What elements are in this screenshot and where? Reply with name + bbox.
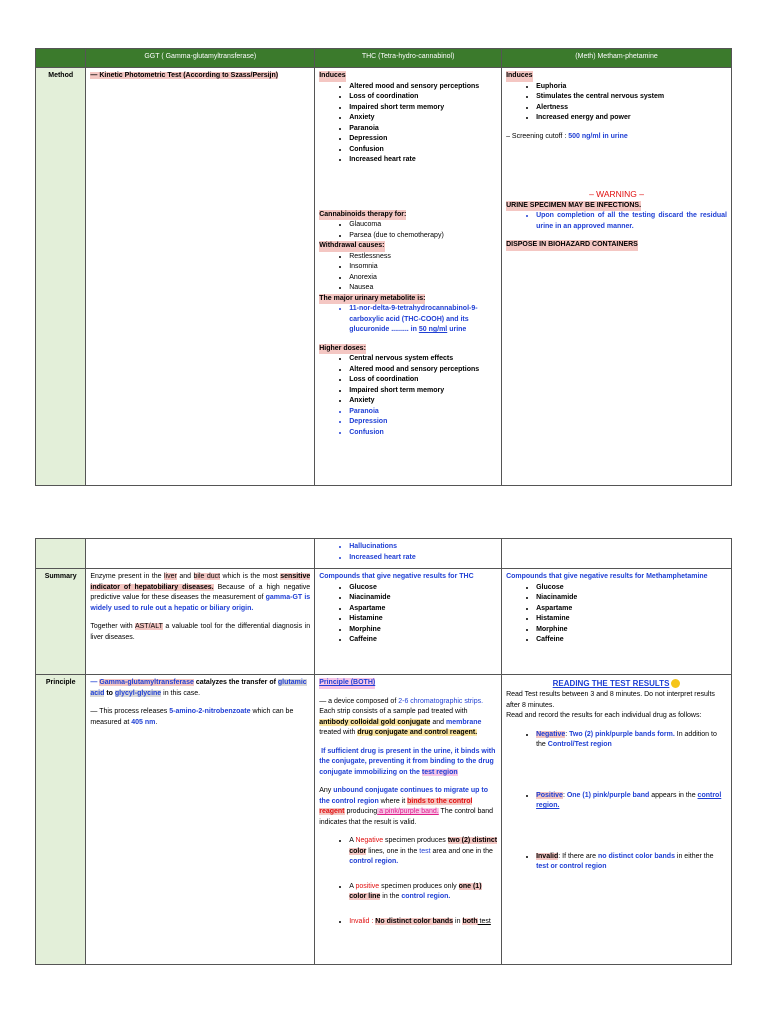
- text-span: In addition to the: [536, 730, 717, 748]
- text-span: Enzyme present in the: [90, 573, 165, 580]
- list-item: • Loss of coordination: [349, 92, 497, 103]
- list-item: • Altered mood and sensory perceptions: [349, 82, 497, 93]
- principle-p1: [319, 697, 497, 739]
- list-item: • Impaired short term memory: [349, 103, 497, 114]
- thc-summary-cell: [315, 569, 502, 675]
- meth-neg-list: [506, 583, 727, 646]
- list-item: • Increased heart rate: [349, 553, 497, 564]
- text-span: appears in the: [649, 791, 698, 799]
- text-span: and: [430, 718, 447, 726]
- principle-row: [36, 675, 732, 965]
- principle-label: Principle: [36, 675, 86, 965]
- text-span: A: [349, 837, 356, 844]
- drug-conjugate-text: drug conjugate and control reagent.: [357, 729, 478, 736]
- positive-word: positive: [355, 882, 380, 890]
- text-span: lines, one in the: [366, 847, 420, 855]
- result-bullets: [319, 836, 497, 927]
- continuation-label: [36, 539, 86, 569]
- header-thc: THC (Tetra-hydro-cannabinol): [315, 49, 502, 68]
- ggt-cont-cell: [86, 539, 315, 569]
- text-span: The control band indicates that the result is valid.: [319, 808, 494, 826]
- text-span: producing: [344, 808, 378, 815]
- method-row: [36, 68, 732, 486]
- thc-withdrawal-list: [319, 252, 497, 294]
- list-item: • Anxiety: [349, 113, 497, 124]
- meth-induces-label: Induces: [506, 71, 532, 82]
- reading-list-negative: [506, 730, 727, 751]
- list-item: • Anorexia: [349, 273, 497, 284]
- text-span: in this case.: [161, 689, 201, 697]
- two-lines-text: two (2) distinct color: [349, 837, 498, 855]
- list-item: • Niacinamide: [349, 593, 497, 604]
- list-item: • Paranoia: [349, 124, 497, 135]
- header-row: [36, 49, 732, 68]
- negative-word: Negative: [355, 837, 384, 844]
- invalid-label: Invalid: [536, 852, 559, 860]
- glutamic-acid: glutamic acid: [90, 679, 307, 697]
- text-span: to: [104, 689, 115, 697]
- header-corner: [36, 49, 86, 68]
- list-item: [536, 852, 727, 873]
- list-item: • Hallucinations: [349, 542, 497, 553]
- list-item: • Aspartame: [536, 604, 727, 615]
- drug-table-2: [35, 538, 732, 965]
- smiley-icon: [671, 679, 680, 688]
- list-item: • Glaucoma: [349, 220, 497, 231]
- text-span: where it: [378, 797, 408, 805]
- text-span: specimen produces: [383, 837, 448, 844]
- no-bands-text: no distinct color bands: [597, 852, 675, 860]
- text-span: Because of a high negative predictive value for these diseases the measurement of: [90, 583, 311, 601]
- reading-results-title: [506, 678, 727, 690]
- amino-compound: 5-amino-2-nitrobenzoate: [169, 708, 251, 715]
- list-item: [349, 836, 497, 882]
- ggt-summary-p1: [90, 572, 310, 614]
- control-region-text: control region.: [349, 858, 399, 865]
- test-control-region: test or control region: [536, 863, 607, 870]
- list-item: • Glucose: [349, 583, 497, 594]
- principle-title: Principle (BOTH): [319, 678, 375, 689]
- rule-out-text: gamma-GT is widely used to rule out a hepatic or biliary origin.: [90, 594, 311, 612]
- both-word: both: [462, 917, 478, 925]
- list-item: • Euphoria: [536, 82, 727, 93]
- reading-p2: Read and record the results for each individual drug as follows:: [506, 712, 702, 719]
- text-span: specimen produces only: [379, 882, 459, 890]
- ggt-principle-cell: [86, 675, 315, 965]
- text-span: in the: [380, 893, 402, 900]
- method-label: Method: [36, 68, 86, 486]
- text-span: Any: [319, 787, 334, 794]
- list-item: • Depression: [349, 134, 497, 145]
- continuation-row: [36, 539, 732, 569]
- one-band-text: One (1) pink/purple band: [566, 791, 650, 799]
- list-item: • Stimulates the central nervous system: [536, 92, 727, 103]
- invalid-word: Invalid :: [349, 917, 376, 925]
- control-test-region: Control/Test region: [547, 741, 612, 748]
- infection-warning: URINE SPECIMEN MAY BE INFECTIONS.: [506, 201, 641, 212]
- meth-method-cell: [502, 68, 732, 486]
- binds-text: binds to the control reagent: [319, 797, 473, 815]
- text-span: a valuable tool for the differential diagnosis in liver diseases.: [90, 623, 311, 641]
- one-line-text: one (1) color line: [349, 882, 482, 900]
- thc-induces-label: Induces: [319, 71, 345, 82]
- list-item: • Confusion: [349, 428, 497, 439]
- text-span: :: [565, 730, 570, 738]
- text-span: If sufficient drug is present in the urine, it binds with the conjugate, preventing it from binding to the drug conjugate immobilizing on the: [319, 747, 496, 776]
- thc-higher-list: [319, 354, 497, 438]
- text-span: treated with: [319, 729, 358, 736]
- text-span: Each strip consists of a sample pad treated with: [319, 708, 468, 715]
- text-span: READING THE TEST RESULTS: [552, 679, 670, 688]
- meth-principle-cell: [502, 675, 732, 965]
- list-item: • Caffeine: [536, 635, 727, 646]
- text-span: — This process releases: [90, 708, 170, 715]
- test-region-text: test region: [421, 768, 458, 776]
- list-item: • Alertness: [536, 103, 727, 114]
- text-span: Together with: [90, 623, 135, 630]
- list-item: • Depression: [349, 417, 497, 428]
- meth-cutoff: [506, 132, 727, 143]
- cutoff-prefix: – Screening cutoff :: [506, 132, 569, 140]
- reading-list-invalid: [506, 852, 727, 873]
- dispose-instruction: DISPOSE IN BIOHAZARD CONTAINERS: [506, 240, 638, 251]
- text-span: in: [453, 917, 463, 925]
- liver-highlight: liver: [164, 573, 177, 580]
- meth-cont-cell: [502, 539, 732, 569]
- metabolite-conc: 50 ng/ml: [418, 326, 448, 333]
- reading-list-positive: [506, 791, 727, 812]
- principle-p2: [319, 747, 497, 779]
- text-span: :: [562, 791, 567, 799]
- test-word: test: [419, 847, 431, 855]
- list-item: • Nausea: [349, 283, 497, 294]
- ggt-method-text: — Kinetic Photometric Test (According to Szass/Persijn): [90, 72, 279, 79]
- list-item: [349, 304, 497, 336]
- metabolite-end: urine: [447, 326, 467, 333]
- list-item: • Increased heart rate: [349, 155, 497, 166]
- ggt-method-cell: [86, 68, 315, 486]
- principle-p3: [319, 786, 497, 828]
- thc-therapy-label: Cannabinoids therapy for:: [319, 210, 406, 221]
- ggt-summary-p2: [90, 622, 310, 643]
- thc-induces-list: [319, 82, 497, 166]
- list-item: • Central nervous system effects: [349, 354, 497, 365]
- thc-method-cell: [315, 68, 502, 486]
- warning-heading: – WARNING –: [589, 189, 645, 199]
- unbound-text: unbound conjugate continues to migrate up to the control region: [319, 787, 489, 805]
- list-item: • Insomnia: [349, 262, 497, 273]
- list-item: • Anxiety: [349, 396, 497, 407]
- list-item: [536, 730, 727, 751]
- thc-therapy-list: [319, 220, 497, 241]
- meth-summary-cell: [502, 569, 732, 675]
- text-span: catalyzes the transfer of: [193, 679, 278, 686]
- header-meth: (Meth) Metham-phetamine: [502, 49, 732, 68]
- list-item: • Paranoia: [349, 407, 497, 418]
- list-item: • Histamine: [536, 614, 727, 625]
- thc-metabolite-label: The major urinary metabolite is:: [319, 294, 425, 305]
- ast-highlight: AST/ALT: [134, 623, 163, 630]
- text-span: .: [155, 718, 158, 726]
- text-span: in either the: [674, 852, 714, 860]
- pink-band-text: a pink/purple band.: [377, 808, 439, 815]
- thc-cont-list: [319, 542, 497, 563]
- list-item: [349, 917, 497, 928]
- thc-higher-label: Higher doses:: [319, 344, 366, 355]
- summary-row: [36, 569, 732, 675]
- list-item: • Caffeine: [349, 635, 497, 646]
- summary-label: Summary: [36, 569, 86, 675]
- drug-table-1: [35, 48, 732, 486]
- bile-highlight: bile duct: [193, 573, 221, 580]
- sensitive-highlight: sensitive indicator of hepatobiliary diseases.: [90, 573, 311, 591]
- metabolite-text: 11-nor-delta-9-tetrahydrocannabinol-9-carboxylic acid (THC-COOH) and its glucuronide ......... in: [349, 305, 478, 333]
- ggt-summary-cell: [86, 569, 315, 675]
- list-item: [536, 791, 727, 812]
- text-span: : If there are: [558, 852, 598, 860]
- positive-label: Positive: [536, 791, 563, 799]
- strips-text: 2-6 chromatographic strips.: [398, 697, 484, 705]
- list-item: • Aspartame: [349, 604, 497, 615]
- wavelength: 405 nm: [131, 718, 156, 726]
- meth-neg-label: Compounds that give negative results for Methamphetamine: [506, 573, 708, 580]
- list-item: • Morphine: [349, 625, 497, 636]
- antibody-text: antibody colloidal gold conjugate: [319, 718, 431, 726]
- text-span: — a device composed of: [319, 697, 399, 705]
- text-span: —: [90, 679, 100, 686]
- thc-withdrawal-label: Withdrawal causes:: [319, 241, 384, 252]
- list-item: • Histamine: [349, 614, 497, 625]
- thc-neg-list: [319, 583, 497, 646]
- text-span: A: [349, 882, 356, 890]
- header-ggt: GGT ( Gamma-glutamyltransferase): [86, 49, 315, 68]
- membrane-text: membrane: [446, 718, 482, 726]
- discard-list: [506, 211, 727, 232]
- text-span: and: [176, 573, 194, 580]
- thc-cont-cell: [315, 539, 502, 569]
- list-item: • Niacinamide: [536, 593, 727, 604]
- meth-induces-list: [506, 82, 727, 124]
- no-bands-text: No distinct color bands: [375, 917, 454, 925]
- list-item: • Upon completion of all the testing discard the residual urine in an approved manner.: [536, 211, 727, 232]
- control-region-text: control region.: [401, 893, 451, 900]
- list-item: [349, 882, 497, 917]
- text-span: test: [477, 917, 491, 925]
- text-span: area and one in the: [430, 847, 493, 855]
- text-span: which is the most: [220, 573, 281, 580]
- text-span: which can be measured at: [90, 708, 294, 726]
- glycyl-glycine: glycyl-glycine: [114, 689, 162, 697]
- list-item: • Loss of coordination: [349, 375, 497, 386]
- list-item: • Altered mood and sensory perceptions: [349, 365, 497, 376]
- list-item: • Glucose: [536, 583, 727, 594]
- control-region-text: control region.: [536, 791, 722, 809]
- ggt-principle-p2: [90, 707, 310, 728]
- thc-principle-cell: [315, 675, 502, 965]
- list-item: • Parsea (due to chemotherapy): [349, 231, 497, 242]
- list-item: • Increased energy and power: [536, 113, 727, 124]
- reading-p1: Read Test results between 3 and 8 minutes. Do not interpret results after 8 minutes.: [506, 691, 715, 709]
- list-item: • Confusion: [349, 145, 497, 156]
- list-item: • Morphine: [536, 625, 727, 636]
- cutoff-value: 500 ng/ml in urine: [568, 132, 628, 140]
- list-item: • Restlessness: [349, 252, 497, 263]
- ggt-enzyme-name: Gamma-glutamyltransferase: [99, 679, 194, 686]
- ggt-principle-p1: [90, 678, 310, 699]
- two-bands-text: Two (2) pink/purple bands form.: [569, 730, 675, 738]
- thc-metabolite-list: [319, 304, 497, 336]
- list-item: • Impaired short term memory: [349, 386, 497, 397]
- thc-neg-label: Compounds that give negative results for THC: [319, 573, 474, 580]
- negative-label: Negative: [536, 730, 566, 738]
